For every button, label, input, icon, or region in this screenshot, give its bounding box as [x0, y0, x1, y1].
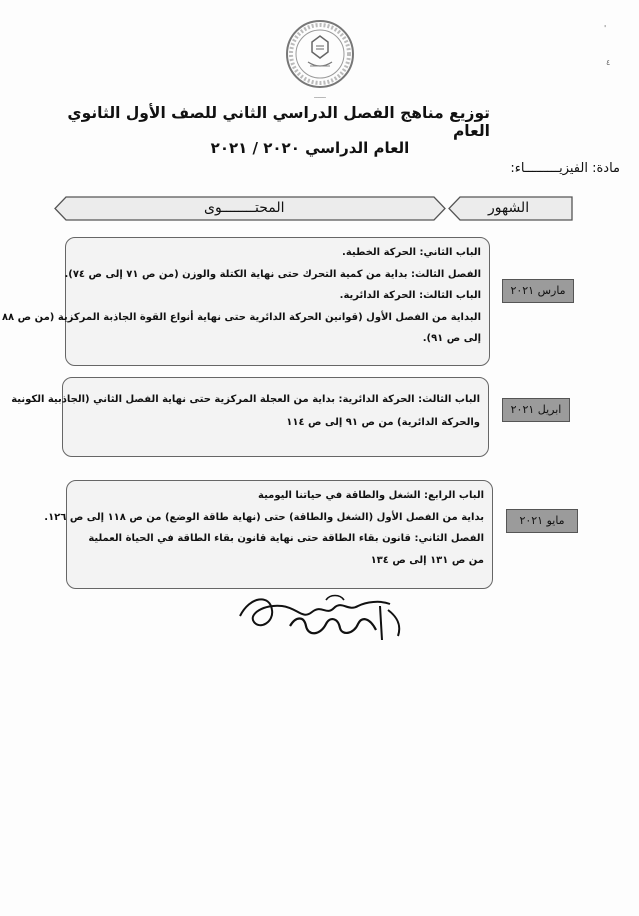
- side-mark: ٤: [606, 58, 611, 67]
- content-box-march: [1, 237, 490, 366]
- content-line: إلى ص ٩١).: [422, 333, 481, 344]
- seal-caption: ــــــــ: [314, 94, 326, 100]
- month-may: مايو ٢٠٢١: [506, 509, 578, 533]
- content-header-label: المحتــــــــوى: [204, 200, 285, 216]
- content-box-april: [11, 377, 489, 457]
- month-march: مارس ٢٠٢١: [502, 279, 574, 303]
- content-line: والحركة الدائرية) من ص ٩١ إلى ص ١١٤: [286, 417, 480, 428]
- content-line: الباب الثاني: الحركة الخطية.: [342, 247, 481, 258]
- handwritten-signature: [230, 586, 420, 642]
- content-line: الفصل الثاني: قانون بقاء الطاقة حتى نهاية قانون بقاء الطاقة في الحياة العملية: [88, 533, 484, 544]
- content-box-may: [44, 480, 493, 589]
- corner-mark: ': [604, 24, 607, 33]
- content-line: الفصل الثالث: بداية من كمية التحرك حتى نهاية الكتلة والوزن (من ص ٧١ إلى ص ٧٤).: [64, 268, 481, 280]
- content-line: الباب الثالث: الحركة الدائرية: بداية من العجلة المركزية حتى نهاية الفصل الثاني (الجاذبية الكونية: [11, 394, 480, 405]
- content-line: الباب الرابع: الشغل والطاقة في حياتنا اليومية: [258, 490, 484, 501]
- content-line: الباب الثالث: الحركة الدائرية.: [339, 290, 481, 301]
- month-april: ابريل ٢٠٢١: [502, 398, 570, 422]
- subject-label: مادة: الفيزيـــــــــاء:: [510, 161, 620, 176]
- content-line: من ص ١٣١ إلى ص ١٣٤: [370, 554, 484, 566]
- content-line: بداية من الفصل الأول (الشغل والطاقة) حتى (نهاية طاقة الوضع) من ص ١١٨ إلى ص ١٢٦.: [44, 511, 484, 523]
- months-header-label: الشهور: [488, 200, 530, 216]
- academic-year: العام الدراسي ٢٠٢٠ / ٢٠٢١: [210, 139, 410, 157]
- content-header: [54, 196, 446, 221]
- document-title: توزيع مناهج الفصل الدراسي الثاني للصف الأول الثانوي العام: [67, 104, 490, 140]
- months-header: [448, 196, 574, 221]
- content-line: البداية من الفصل الأول (قوانين الحركة الدائرية حتى نهاية أنواع القوة الجاذبة المركزية (من ص ٨٨: [1, 311, 481, 323]
- ministry-seal-icon: [284, 18, 356, 90]
